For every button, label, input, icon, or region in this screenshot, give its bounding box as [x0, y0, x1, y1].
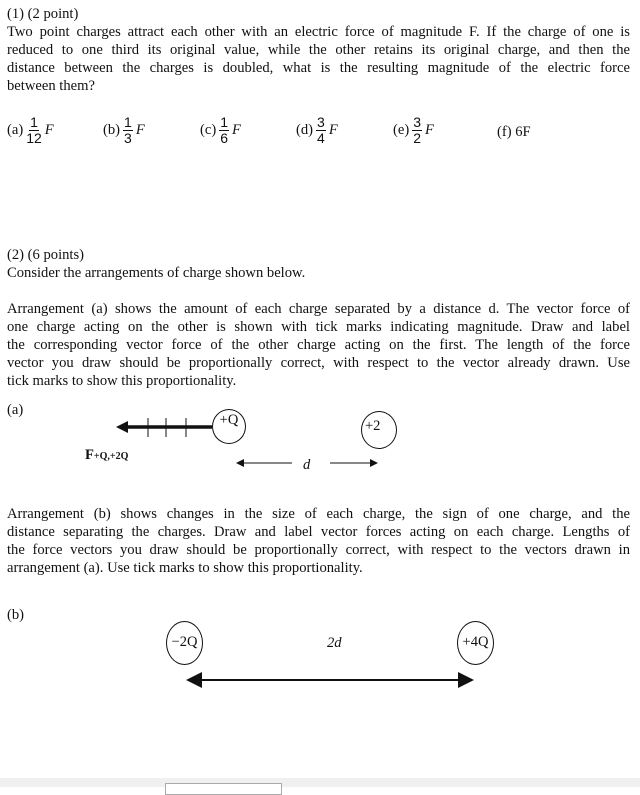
- para-a-line: Arrangement (a) shows the amount of each charge separated by a distance d. The vector force of: [7, 301, 630, 317]
- charge-plus-4q: [457, 621, 494, 665]
- para-a-line: tick marks to show this proportionality.: [7, 373, 237, 389]
- distance-label-b: 2d: [327, 635, 342, 651]
- denominator: 4: [317, 130, 325, 146]
- para-a-line: the corresponding vector force of the other charge acting on the first. The length of the force: [7, 337, 630, 353]
- numerator: 3: [317, 114, 325, 130]
- para-b-line: distance separating the charges. Draw and label vector forces acting on each charge. Lengths of: [7, 524, 630, 540]
- q2-intro: Consider the arrangements of charge shown below.: [7, 265, 306, 281]
- choice-value: 6F: [515, 124, 531, 140]
- unit: F: [425, 122, 434, 138]
- numerator: 1: [30, 114, 38, 130]
- q1-text-line: reduced to one third its original value, while the other retains its original charge, and then the: [7, 42, 630, 58]
- choice-label: (d): [296, 122, 314, 138]
- q1-text-line: distance between the charges is doubled, what is the resulting magnitude of the electric force: [7, 60, 630, 76]
- choice-label: (b): [103, 122, 121, 138]
- bottom-input-box[interactable]: [165, 783, 282, 795]
- denominator: 3: [124, 130, 132, 146]
- charge-label: +Q: [219, 412, 239, 428]
- unit: F: [44, 122, 54, 138]
- force-label: [85, 446, 128, 466]
- force-subscript: +Q,+2Q: [93, 451, 129, 462]
- para-b-line: Arrangement (b) shows changes in the size of each charge, the sign of one charge, and the: [7, 506, 630, 522]
- unit: F: [232, 122, 241, 138]
- q1-text-line: Two point charges attract each other with an electric force of magnitude F. If the charge of one is: [7, 24, 630, 40]
- charge-plus-q: [212, 409, 246, 444]
- para-b-line: arrangement (a). Use tick marks to show this proportionality.: [7, 560, 363, 576]
- bottom-bar: [0, 778, 640, 787]
- numerator: 1: [124, 114, 132, 130]
- numerator: 3: [413, 114, 421, 130]
- numerator: 1: [220, 114, 228, 130]
- distance-label-a: d: [303, 457, 311, 473]
- unit: F: [328, 122, 338, 138]
- para-a-line: vector you draw should be proportionally correct, with respect to the vector already drawn. Use: [7, 355, 630, 371]
- choice-label: (a): [7, 122, 24, 138]
- choice-label: (c): [200, 122, 217, 138]
- q1-header: (1) (2 point): [7, 6, 79, 22]
- charge-label: −2Q: [171, 634, 198, 650]
- para-a-line: one charge acting on the other is shown with tick marks indicating magnitude. Draw and label: [7, 319, 630, 335]
- force-vector-arrow: [116, 418, 212, 437]
- denominator: 6: [220, 130, 228, 146]
- label-a: (a): [7, 402, 24, 418]
- choice-label: (f): [497, 124, 512, 140]
- charge-plus-2q: [361, 411, 397, 449]
- para-b-line: the force vectors you draw should be proportionally correct, with respect to the vectors drawn in: [7, 542, 630, 558]
- q1-text-line: between them?: [7, 78, 95, 94]
- denominator: 12: [26, 130, 42, 146]
- unit: F: [135, 122, 145, 138]
- charge-label: +4Q: [462, 634, 489, 650]
- denominator: 2: [413, 130, 421, 146]
- force-symbol: F: [85, 447, 94, 463]
- choice-label: (e): [393, 122, 410, 138]
- q2-header: (2) (6 points): [7, 247, 85, 263]
- label-b: (b): [7, 607, 25, 623]
- charge-minus-2q: [166, 621, 203, 665]
- charge-label: +2: [365, 418, 381, 434]
